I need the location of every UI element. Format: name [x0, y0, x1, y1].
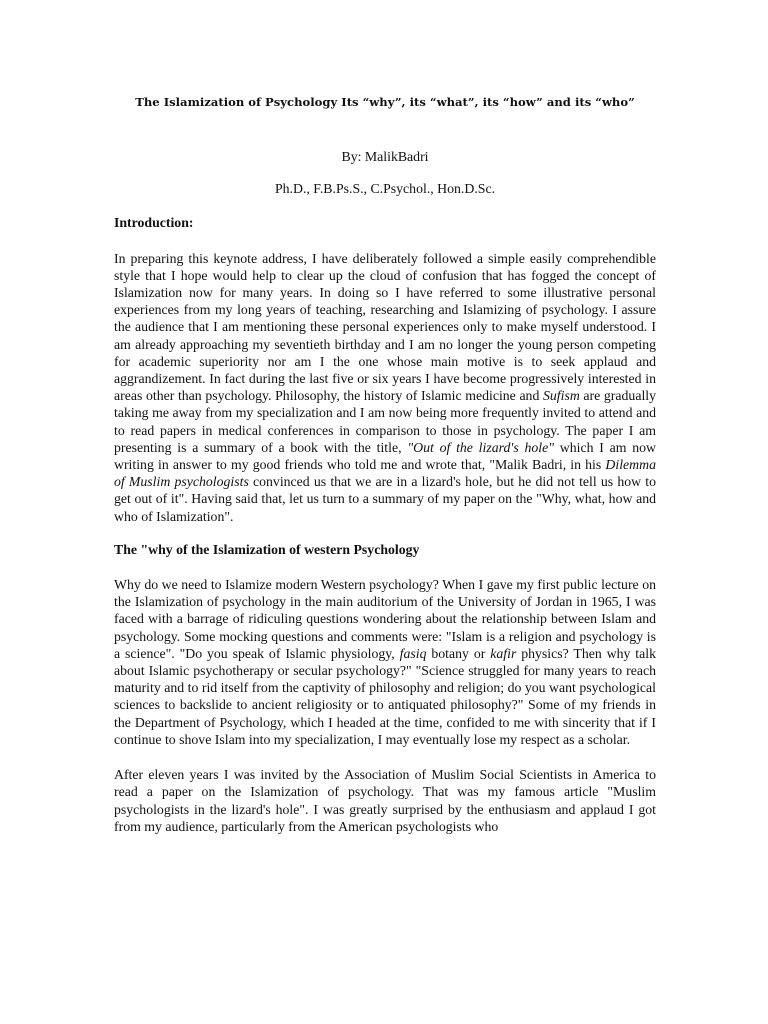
why-text-1: Why do we need to Islamize modern Western psychology? When I gave my first public lecture on the Islamization of psychology in the main auditorium of the University of Jordan in 1965, I was faced with a barrage of ridiculing questions wondering about the relationship between Islam and psychology. Some mocking questions and comments were: "Islam is a religion and psychology is a science". "Do you speak of Islamic physiology,: [114, 577, 656, 661]
intro-text-4: convinced us that we are in a lizard's hole, but he did not tell us how to get out of it". Having said that, let us turn to a summary of my paper on the "Why, what, how and who of Islamization".: [114, 474, 656, 524]
author-credentials: Ph.D., F.B.Ps.S., C.Psychol., Hon.D.Sc.: [274, 181, 496, 197]
intro-book-title: "Out of the lizard's hole": [407, 439, 555, 455]
intro-text-3: which I am now writing in answer to my good friends who told me and wrote that, "Malik Badri, in his: [114, 439, 657, 473]
why-fasiq-term: fasiq: [399, 645, 427, 661]
introduction-heading: Introduction:: [114, 215, 194, 231]
document-body: [114, 94, 656, 849]
why-kafir-term: kafir: [490, 645, 517, 661]
why-text-2: botany or: [426, 645, 491, 661]
intro-dilemma-title: Dilemma of Muslim psychologists: [114, 457, 656, 490]
intro-text-2: are gradually taking me away from my specialization and I am now being more frequently invited to attend and to read papers in medical conferences in comparison to those in psychology. The paper I am presenting is a summary of a book with the title,: [114, 388, 657, 455]
why-paragraph: [114, 576, 656, 748]
author-line: By: MalikBadri: [341, 149, 429, 164]
why-section-heading: The "why of the Islamization of western Psychology: [114, 541, 420, 557]
document-title: The Islamization of Psychology Its “why”, its “what”, its “how” and its “who”: [135, 95, 635, 109]
why-text-3: physics? Then why talk about Islamic psychotherapy or secular psychology?" "Science struggled for many years to reach maturity and to rid itself from the captivity of philosophy and religion; do you want psychological sciences to backslide to ancient religiosity or to antiquated philosophy?" Some of my friends in the Department of Psychology, which I headed at the time, confided to me with sincerity that if I continue to shove Islam into my specialization, I may eventually lose my respect as a scholar.: [114, 645, 656, 747]
after-eleven-years-paragraph: After eleven years I was invited by the Association of Muslim Social Scientists in America to read a paper on the Islamization of psychology. That was my famous article "Muslim psychologists in the lizard's hole". I was greatly surprised by the enthusiasm and applaud I got from my audience, particularly from the American psychologists who: [114, 767, 656, 834]
intro-text-1: In preparing this keynote address, I have deliberately followed a simple easily comprehendible style that I hope would help to clear up the cloud of confusion that has fogged the concept of Islamization now for many years. In doing so I have referred to some illustrative personal experiences from my long years of teaching, researching and Islamizing of psychology. I assure the audience that I am mentioning these personal experiences only to make myself understood. I am already approaching my seventieth birthday and I am no longer the young person competing for academic superiority nor am I the one whose main motive is to seek applaud and aggrandizement. In fact during the last five or six years I have become progressively interested in areas other than psychology. Philosophy, the history of Islamic medicine and: [114, 250, 656, 404]
introduction-paragraph: [114, 250, 656, 525]
intro-sufism-term: Sufism: [543, 388, 580, 404]
